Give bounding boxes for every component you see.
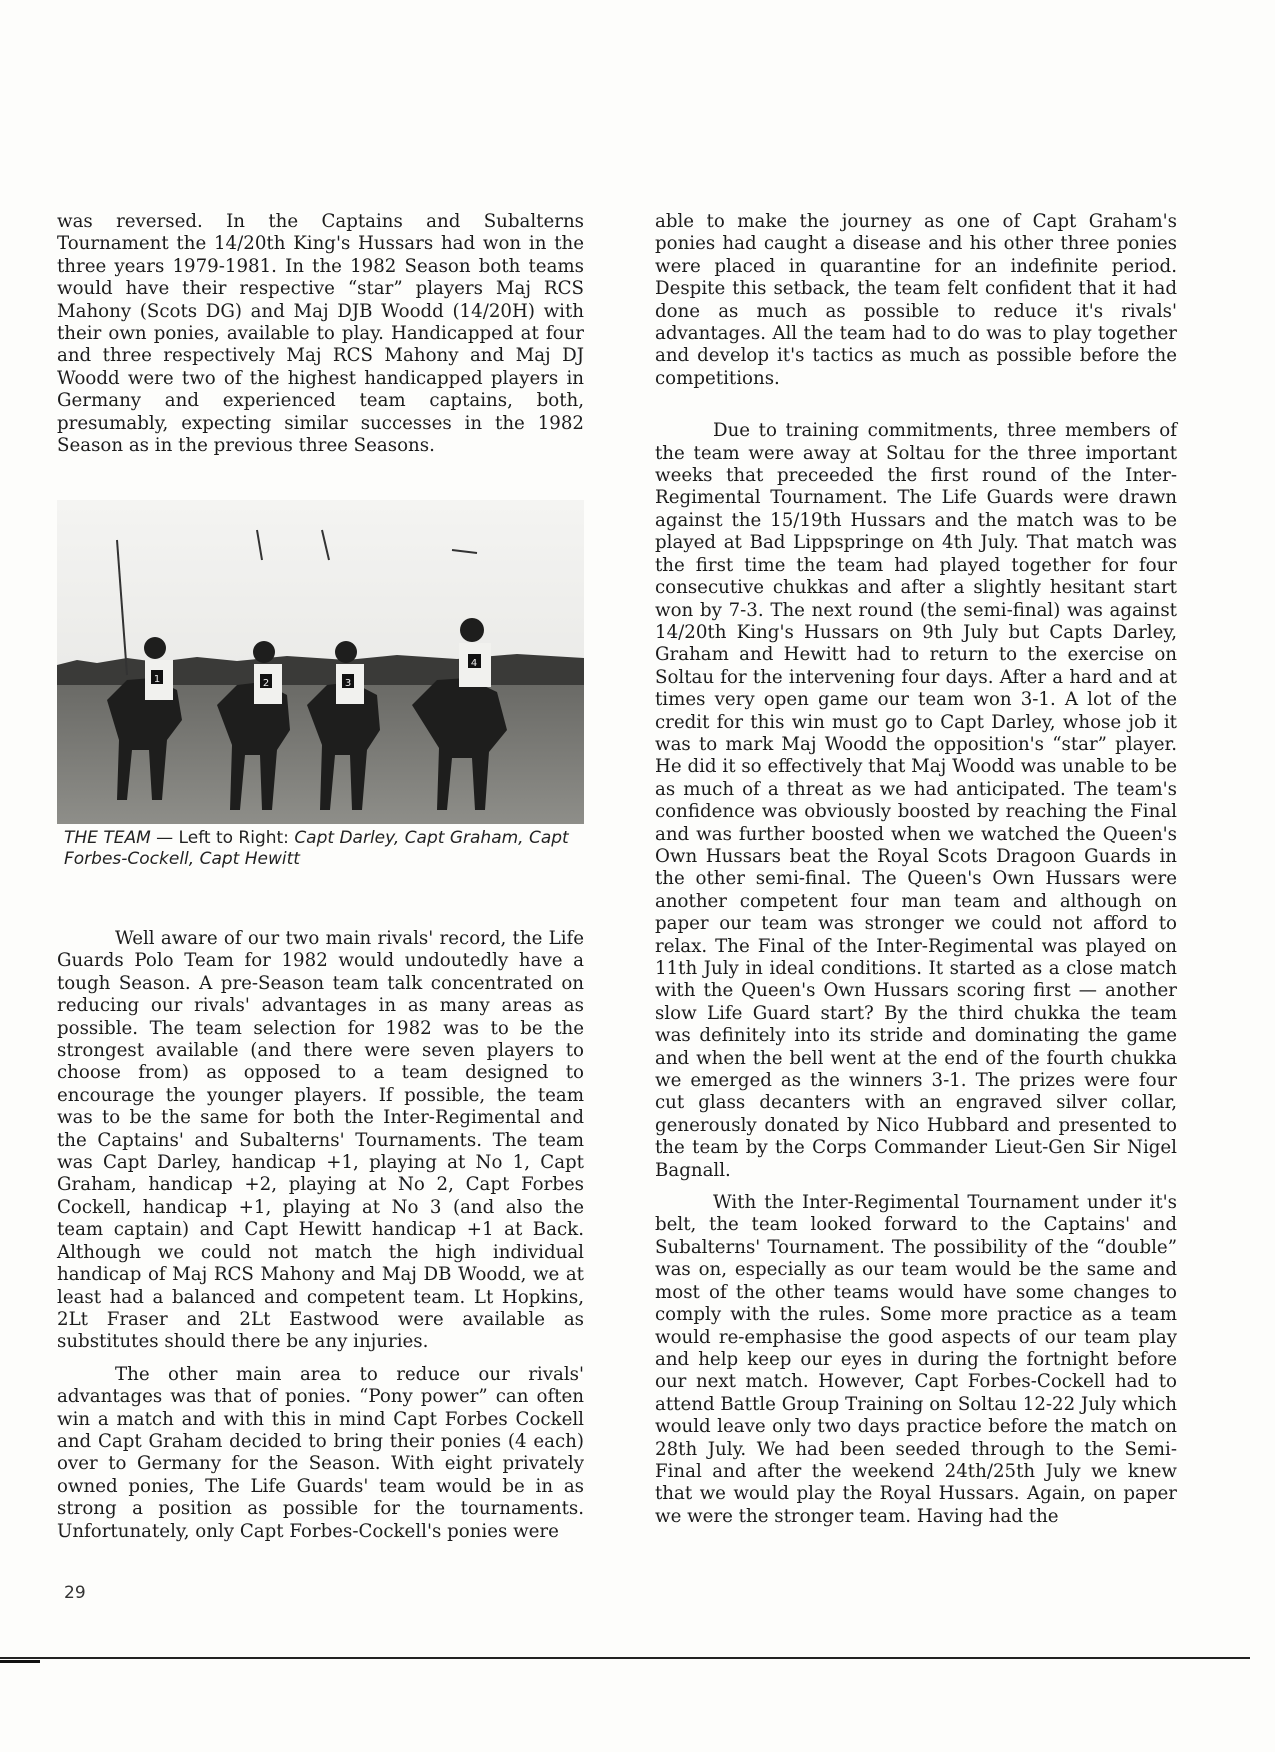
page-number: 29	[64, 1583, 86, 1603]
jersey-number-1: 1	[153, 674, 161, 685]
paragraph: With the Inter-Regimental Tournament under it's belt, the team looked forward to the Captains' and Subalterns' Tournament. The possibility of the “double” was on, especially as our team would be the same and most of the other teams would have some changes to comply with the rules. Some more practice as a team would re-emphasise the good aspects of our team play and help keep our eyes in during the fortnight before our next match. However, Capt Forbes-Cockell had to attend Battle Group Training on Soltau 12-22 July which would leave only two days practice before the match on 28th July. We had been seeded through to the Semi-Final and after the weekend 24th/25th July we knew that we would play the Royal Hussars. Again, on paper we were the stronger team. Having had the	[655, 1192, 1177, 1527]
paragraph: The other main area to reduce our rivals' advantages was that of ponies. “Pony power” can often win a match and with this in mind Capt Forbes Cockell and Capt Graham decided to bring their ponies (4 each) over to Germany for the Season. With eight privately owned ponies, The Life Guards' team would be in as strong a position as possible for the tournaments. Unfortunately, only Capt Forbes-Cockell's ponies were	[57, 1363, 584, 1542]
jersey-number-3: 3	[344, 678, 352, 689]
team-photo	[57, 500, 584, 824]
jersey-number-2: 2	[262, 678, 270, 689]
bottom-rule	[0, 1657, 1250, 1659]
caption-names: Capt Darley, Capt Graham, Capt Forbes-Cockell, Capt Hewitt	[64, 828, 569, 869]
jersey-number-4: 4	[470, 658, 478, 669]
paragraph: Well aware of our two main rivals' record, the Life Guards Polo Team for 1982 would undoutedly have a tough Season. A pre-Season team talk concentrated on reducing our rivals' advantages in as many areas as possible. The team selection for 1982 was to be the strongest available (and there were seven players to choose from) as opposed to a team designed to encourage the younger players. If possible, the team was to be the same for both the Inter-Regimental and the Captains' and Subalterns' Tournaments. The team was Capt Darley, handicap +1, playing at No 1, Capt Graham, handicap +2, playing at No 2, Capt Forbes Cockell, handicap +1, playing at No 3 (and also the team captain) and Capt Hewitt handicap +1 at Back. Although we could not match the high individual handicap of Maj RCS Mahony and Maj DB Woodd, we at least had a balanced and competent team. Lt Hopkins, 2Lt Fraser and 2Lt Eastwood were available as substitutes should there be any injuries.	[57, 928, 584, 1353]
paragraph: Due to training commitments, three members of the team were away at Soltau for the three important weeks that preceeded the first round of the Inter-Regimental Tournament. The Life Guards were drawn against the 15/19th Hussars and the match was to be played at Bad Lippspringe on 4th July. That match was the first time the team had played together for four consecutive chukkas and after a slightly hesitant start won by 7-3. The next round (the semi-final) was against 14/20th King's Hussars on 9th July but Capts Darley, Graham and Hewitt had to return to the exercise on Soltau for the intervening four days. After a hard and at times very open game our team won 3-1. A lot of the credit for this win must go to Capt Darley, whose job it was to mark Maj Woodd the opposition's “star” player. He did it so effectively that Maj Woodd was unable to be as much of a threat as we had anticipated. The team's confidence was obviously boosted by reaching the Final and was further boosted when we watched the Queen's Own Hussars beat the Royal Scots Dragoon Guards in the other semi-final. The Queen's Own Hussars were another competent four man team and although on paper our team was stronger we could not afford to relax. The Final of the Inter-Regimental was played on 11th July in ideal conditions. It started as a close match with the Queen's Own Hussars scoring first — another slow Life Guard start? By the third chukka the team was definitely into its stride and dominating the game and when the bell went at the end of the fourth chukka we emerged as the winners 3-1. The prizes were four cut glass decanters with an engraved silver collar, generously donated by Nico Hubbard and presented to the team by the Corps Commander Lieut-Gen Sir Nigel Bagnall.	[655, 420, 1177, 1181]
caption-separator: — Left to Right:	[150, 828, 295, 848]
paragraph: was reversed. In the Captains and Subalterns Tournament the 14/20th King's Hussars had won in the three years 1979-1981. In the 1982 Season both teams would have their respective “star” players Maj RCS Mahony (Scots DG) and Maj DJB Woodd (14/20H) with their own ponies, available to play. Handicapped at four and three respectively Maj RCS Mahony and Maj DJ Woodd were two of the highest handicapped players in Germany and experienced team captains, both, presumably, expecting similar successes in the 1982 Season as in the previous three Seasons.	[57, 211, 584, 457]
left-column-bottom	[57, 928, 584, 1543]
caption-label: THE TEAM	[64, 828, 151, 848]
left-column-top	[57, 211, 584, 457]
paragraph: able to make the journey as one of Capt Graham's ponies had caught a disease and his other three ponies were placed in quarantine for an indefinite period. Despite this setback, the team felt confident that it had done as much as possible to reduce it's rivals' advantages. All the team had to do was to play together and develop it's tactics as much as possible before the competitions.	[655, 211, 1177, 389]
photo-caption	[64, 828, 584, 870]
right-column	[655, 211, 1177, 1528]
bottom-rule-accent	[0, 1660, 40, 1663]
